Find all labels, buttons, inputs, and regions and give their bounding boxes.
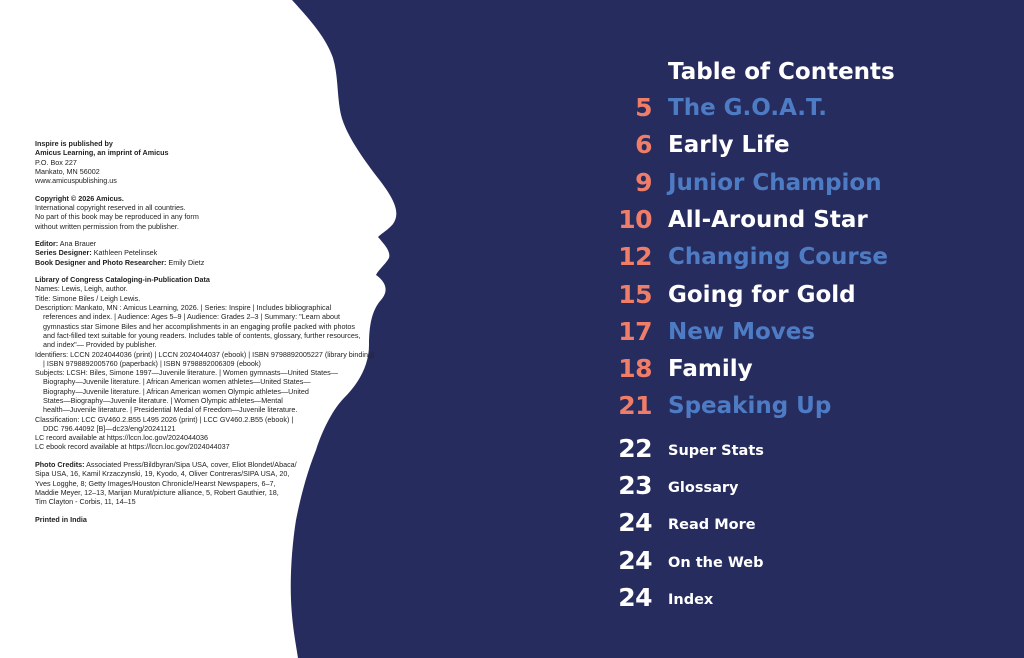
- copyright-line-text: DDC 796.44092 [B]—dc23/eng/20241121: [43, 423, 176, 433]
- toc-chapter-title: Changing Course: [668, 244, 889, 271]
- copyright-line-text: Biography—Juvenile literature. | African American women athletes—United States—: [43, 377, 311, 387]
- copyright-line-text: Names: Lewis, Leigh, author.: [35, 284, 128, 294]
- toc-entry: [0, 239, 1024, 275]
- toc-entry: [0, 543, 1024, 579]
- copyright-line-text: Amicus Learning, an imprint of Amicus: [35, 148, 169, 158]
- copyright-line-text: Emily Dietz: [168, 257, 205, 267]
- copyright-line-text: No part of this book may be reproduced in any form: [35, 212, 199, 222]
- toc-chapter-title: Going for Gold: [668, 281, 856, 308]
- copyright-line-text: www.amicuspublishing.us: [35, 176, 117, 186]
- copyright-line-text: gymnastics star Simone Biles and her accomplishments in an engaging profile packed with photos: [43, 321, 356, 331]
- toc-page-number: 12: [618, 242, 652, 272]
- copyright-line-text: | ISBN 9798892005760 (paperback) | ISBN 9798892006309 (ebook): [43, 358, 261, 368]
- toc-chapter-title: Glossary: [668, 480, 739, 497]
- copyright-line-text: Library of Congress Cataloging-in-Publication Data: [35, 275, 210, 285]
- toc-page-number: 6: [635, 130, 652, 160]
- copyright-line-text: and fact-filled text suitable for young readers. Includes table of contents, glossary, further resources,: [43, 330, 361, 340]
- copyright-line-text: Biography—Juvenile literature. | African American women Olympic athletes—United: [43, 386, 309, 396]
- copyright-line-label: Editor:: [35, 239, 59, 249]
- copyright-line-text: Inspire is published by: [35, 139, 113, 148]
- toc-chapter-title: New Moves: [668, 318, 816, 345]
- toc-chapter-title: The G.O.A.T.: [668, 95, 827, 121]
- toc-entry: [0, 202, 1024, 238]
- toc-chapter-title: Junior Champion: [668, 169, 882, 196]
- toc-page-number: 24: [618, 582, 652, 612]
- copyright-line-text: P.O. Box 227: [35, 157, 77, 167]
- toc-page-number: 10: [618, 204, 652, 234]
- toc-chapter-title: Speaking Up: [668, 393, 832, 420]
- copyright-line-text: Description: Mankato, MN : Amicus Learning, 2026. | Series: Inspire | Includes bibliographical: [35, 303, 332, 313]
- copyright-line-text: Tim Clayton - Corbis, 11, 14–15: [35, 497, 136, 507]
- toc-entry: [0, 580, 1024, 616]
- copyright-line-label: Photo Credits:: [35, 459, 85, 469]
- copyright-line-text: Printed in India: [35, 514, 87, 524]
- toc-page-number: 5: [635, 93, 652, 122]
- toc-chapter-title: All-Around Star: [668, 206, 868, 233]
- toc-entry: [0, 127, 1024, 163]
- copyright-line-label: Book Designer and Photo Researcher:: [35, 257, 167, 267]
- toc-page-number: 9: [635, 167, 652, 197]
- toc-entry: [0, 277, 1024, 313]
- toc-entry: [0, 388, 1024, 424]
- copyright-line-text: Identifiers: LCCN 2024044036 (print) | LCCN 2024044037 (ebook) | ISBN 9798892005227 (library binding): [35, 349, 375, 359]
- copyright-line-text: Ana Brauer: [59, 239, 97, 249]
- toc-entry: [0, 431, 1024, 467]
- copyright-line-text: health—Juvenile literature. | Presidential Medal of Freedom—Juvenile literature.: [43, 405, 298, 415]
- copyright-line-text: Kathleen Petelinsek: [93, 248, 158, 258]
- toc-chapter-title: Early Life: [668, 132, 790, 159]
- copyright-line-text: and index"— Provided by publisher.: [43, 340, 157, 350]
- toc-page-number: 21: [618, 391, 652, 421]
- copyright-line-text: Title: Simone Biles / Leigh Lewis.: [35, 293, 141, 303]
- toc-entry: [0, 505, 1024, 541]
- copyright-line-text: Yves Logghe, 8; Getty Images/Houston Chronicle/Hearst Newspapers, 6–7,: [35, 478, 276, 488]
- toc-chapter-title: Family: [668, 356, 753, 383]
- toc-page-number: 17: [618, 316, 652, 346]
- copyright-line-label: Series Designer:: [35, 248, 92, 258]
- toc-chapter-title: Super Stats: [668, 443, 764, 459]
- copyright-line-text: States—Biography—Juvenile literature. | Women Olympic athletes—Mental: [43, 395, 283, 405]
- copyright-line-text: Associated Press/Bildbyran/Sipa USA, cover, Eliot Blondet/Abaca/: [86, 459, 297, 469]
- toc-page-number: 23: [618, 471, 652, 501]
- toc-entry: [0, 165, 1024, 201]
- copyright-line-text: Mankato, MN 56002: [35, 166, 100, 176]
- toc-entry: [0, 351, 1024, 387]
- copyright-line-text: Subjects: LCSH: Biles, Simone 1997—Juvenile literature. | Women gymnasts—United States—: [35, 368, 338, 378]
- toc-page-number: 24: [618, 545, 652, 575]
- copyright-line-text: Copyright © 2026 Amicus.: [35, 193, 124, 203]
- toc-page-number: 15: [618, 279, 652, 309]
- copyright-line-text: International copyright reserved in all countries.: [35, 202, 186, 212]
- copyright-line-text: without written permission from the publisher.: [35, 221, 179, 231]
- toc-entry: [0, 468, 1024, 507]
- toc-chapter-title: Read More: [668, 517, 756, 534]
- copyright-line-text: Sipa USA, 16, Kamil Krzaczynski, 19, Kyodo, 4, Oliver Contreras/SIPA USA, 20,: [35, 469, 290, 479]
- toc-page-number: 18: [618, 354, 652, 384]
- toc-page-number: 24: [618, 508, 652, 538]
- toc-title: Table of Contents: [668, 59, 895, 85]
- copyright-line-text: LC ebook record available at https://lccn.loc.gov/2024044037: [35, 442, 230, 452]
- toc-chapter-title: On the Web: [668, 554, 764, 571]
- copyright-line-text: Classification: LCC GV460.2.B55 L495 2026 (print) | LCC GV460.2.B55 (ebook) |: [35, 414, 294, 424]
- toc-entry: [0, 314, 1024, 350]
- copyright-line-text: LC record available at https://lccn.loc.gov/2024044036: [35, 433, 209, 443]
- toc-entry: [0, 90, 1024, 126]
- copyright-line-text: references and index. | Audience: Ages 5–9 | Audience: Grades 2–3 | Summary: "Learn about: [43, 312, 341, 322]
- toc-chapter-title: Index: [668, 591, 714, 608]
- copyright-line-text: Maddie Meyer, 12–13, Marijan Murat/picture alliance, 5, Robert Gauthier, 18,: [35, 487, 279, 497]
- toc-page-number: 22: [618, 434, 652, 463]
